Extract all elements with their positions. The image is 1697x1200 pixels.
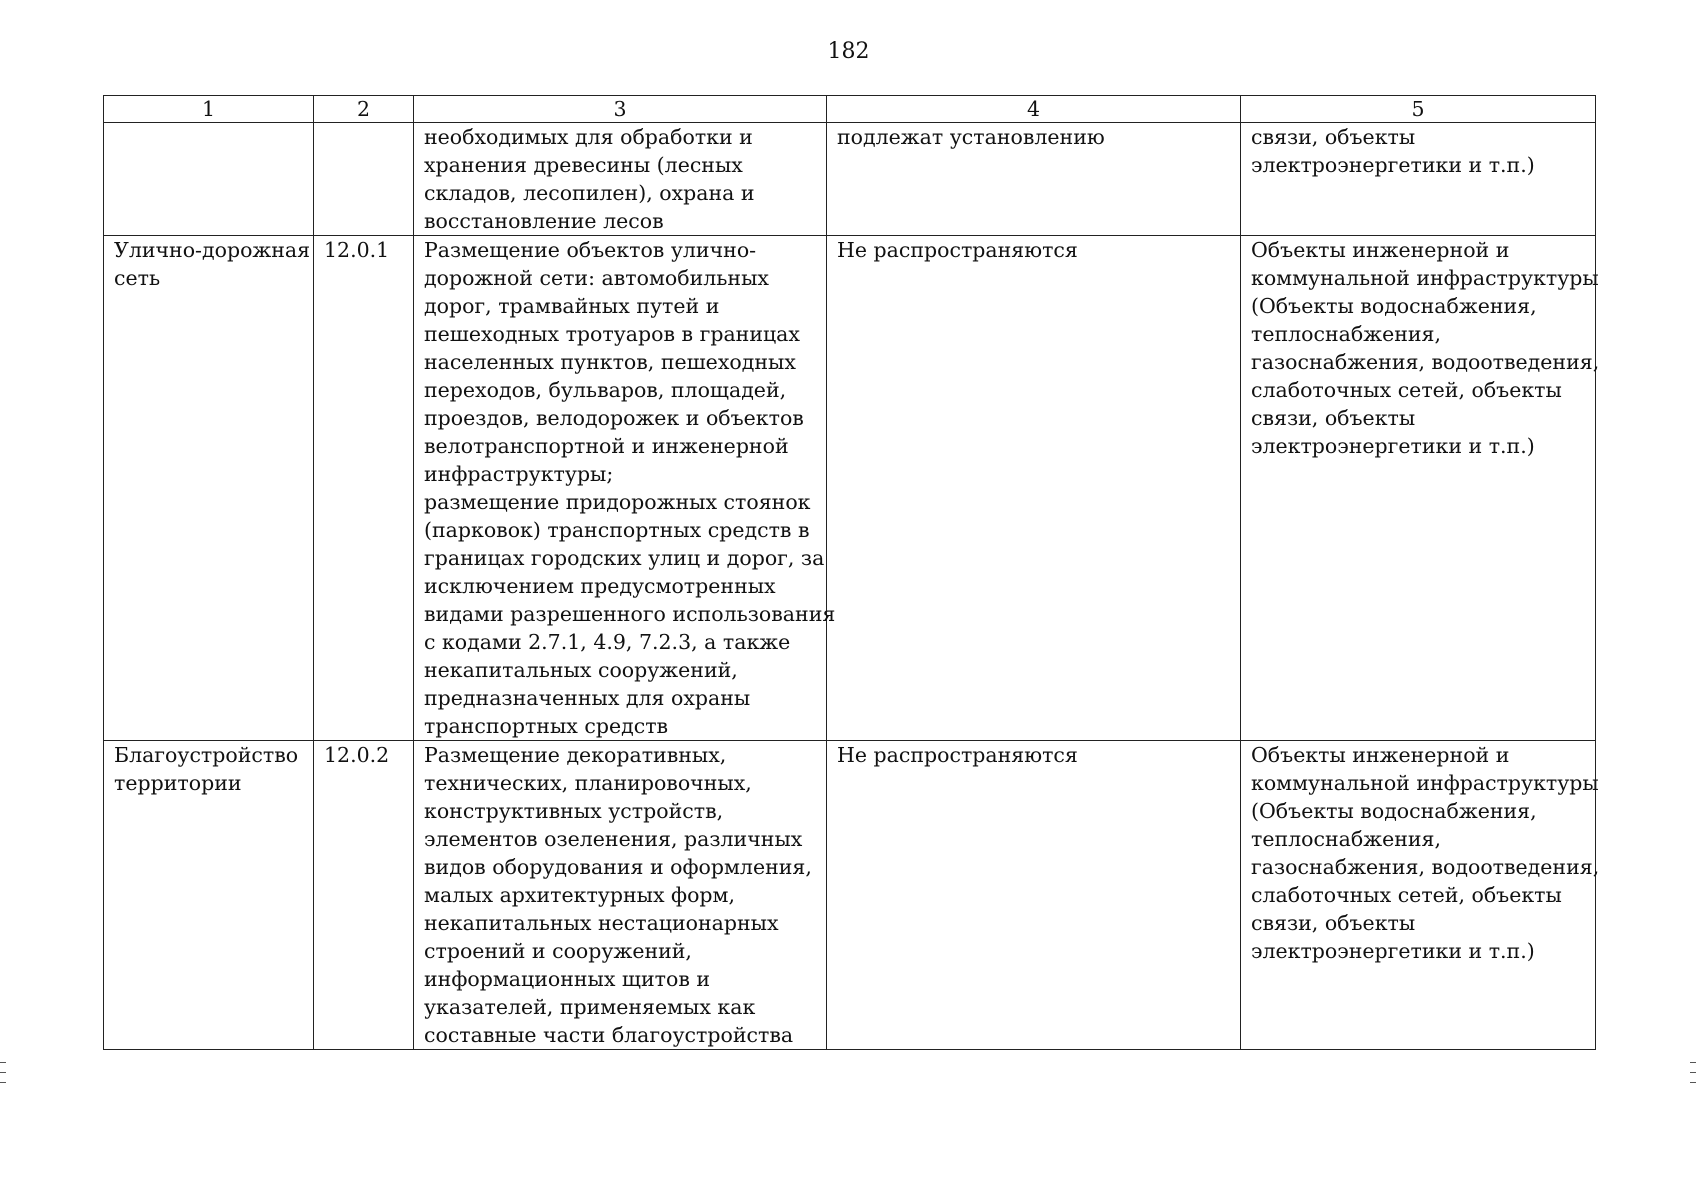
limits-cell	[827, 236, 1241, 741]
cell-text-line: дорог, трамвайных путей и	[424, 294, 720, 318]
use-name-cell	[104, 123, 314, 236]
cell-text-line: видов оборудования и оформления,	[424, 855, 812, 879]
table-row	[104, 741, 1596, 1050]
header-row	[104, 96, 1596, 123]
cell-text-line: технических, планировочных,	[424, 771, 752, 795]
related-objects-cell	[1241, 123, 1596, 236]
cell-text-line: Объекты инженерной и	[1251, 743, 1510, 767]
cell-text-line: информационных щитов и	[424, 967, 711, 991]
column-header-3: 3	[414, 96, 827, 123]
cell-text-line: проездов, велодорожек и объектов	[424, 406, 804, 430]
cell-text-line: с кодами 2.7.1, 4.9, 7.2.3, а также	[424, 630, 791, 654]
cell-text-line: теплоснабжения,	[1251, 827, 1441, 851]
cell-text-line: некапитальных сооружений,	[424, 658, 738, 682]
cell-text-line: предназначенных для охраны	[424, 686, 751, 710]
cell-text-line: слаботочных сетей, объекты	[1251, 883, 1562, 907]
cell-text-line: сеть	[114, 266, 161, 290]
cell-text-line: хранения древесины (лесных	[424, 153, 743, 177]
cell-text-line: (парковок) транспортных средств в	[424, 518, 810, 542]
cell-text-line: Объекты инженерной и	[1251, 238, 1510, 262]
cell-text-line: некапитальных нестационарных	[424, 911, 779, 935]
column-header-1: 1	[104, 96, 314, 123]
scan-mark-right	[1690, 1062, 1696, 1063]
cell-text-line: размещение придорожных стоянок	[424, 490, 811, 514]
table-row	[104, 236, 1596, 741]
cell-text-line: составные части благоустройства	[424, 1023, 794, 1047]
cell-text-line: (Объекты водоснабжения,	[1251, 799, 1537, 823]
use-name-cell	[104, 741, 314, 1050]
use-code-cell: 12.0.2	[314, 741, 414, 1050]
cell-text-line: строений и сооружений,	[424, 939, 692, 963]
cell-text-line: связи, объекты	[1251, 125, 1416, 149]
cell-text-line: территории	[114, 771, 242, 795]
cell-text-line: исключением предусмотренных	[424, 574, 776, 598]
scan-mark-right	[1690, 1082, 1696, 1083]
cell-text-line: восстановление лесов	[424, 209, 664, 233]
cell-text-line: Размещение декоративных,	[424, 743, 727, 767]
cell-text-line: необходимых для обработки и	[424, 125, 753, 149]
cell-text-line: коммунальной инфраструктуры	[1251, 266, 1599, 290]
cell-text-line: элементов озеленения, различных	[424, 827, 803, 851]
column-header-4: 4	[827, 96, 1241, 123]
related-objects-cell	[1241, 236, 1600, 741]
table-row	[104, 123, 1596, 236]
land-use-table	[103, 95, 1600, 1050]
cell-text-line: транспортных средств	[424, 714, 669, 738]
cell-text-line: электроэнергетики и т.п.)	[1251, 153, 1535, 177]
cell-text-line: конструктивных устройств,	[424, 799, 724, 823]
cell-text-line: велотранспортной и инженерной	[424, 434, 789, 458]
scan-mark-left	[0, 1062, 6, 1063]
cell-text-line: подлежат установлению	[837, 125, 1105, 149]
cell-text-line: теплоснабжения,	[1251, 322, 1441, 346]
cell-text-line: указателей, применяемых как	[424, 995, 756, 1019]
cell-text-line: переходов, бульваров, площадей,	[424, 378, 787, 402]
scan-mark-left	[0, 1082, 6, 1083]
page-number: 182	[827, 39, 870, 64]
cell-text-line: газоснабжения, водоотведения,	[1251, 350, 1600, 374]
cell-text-line: Не распространяются	[837, 743, 1078, 767]
use-description-cell	[414, 236, 836, 741]
cell-text-line: видами разрешенного использования	[424, 602, 836, 626]
table-header	[104, 96, 1596, 123]
cell-text-line: слаботочных сетей, объекты	[1251, 378, 1562, 402]
use-description-cell	[414, 123, 827, 236]
use-description-cell	[414, 741, 827, 1050]
cell-text-line: электроэнергетики и т.п.)	[1251, 939, 1535, 963]
cell-text-line: коммунальной инфраструктуры	[1251, 771, 1599, 795]
cell-text-line: пешеходных тротуаров в границах	[424, 322, 800, 346]
cell-text-line: малых архитектурных форм,	[424, 883, 735, 907]
scan-mark-left	[0, 1072, 6, 1073]
limits-cell	[827, 123, 1241, 236]
column-header-5: 5	[1241, 96, 1596, 123]
limits-cell	[827, 741, 1241, 1050]
table-body	[104, 123, 1600, 1050]
cell-text-line: складов, лесопилен), охрана и	[424, 181, 755, 205]
cell-text-line: Улично-дорожная	[114, 238, 311, 262]
cell-text-line: дорожной сети: автомобильных	[424, 266, 769, 290]
cell-text-line: связи, объекты	[1251, 911, 1416, 935]
use-code-cell: 12.0.1	[314, 236, 414, 741]
use-name-cell	[104, 236, 314, 741]
use-code-cell	[314, 123, 414, 236]
cell-text-line: Благоустройство	[114, 743, 299, 767]
cell-text-line: населенных пунктов, пешеходных	[424, 350, 796, 374]
cell-text-line: электроэнергетики и т.п.)	[1251, 434, 1535, 458]
scan-mark-right	[1690, 1072, 1696, 1073]
cell-text-line: границах городских улиц и дорог, за	[424, 546, 825, 570]
cell-text-line: инфраструктуры;	[424, 462, 614, 486]
cell-text-line: газоснабжения, водоотведения,	[1251, 855, 1600, 879]
column-header-2: 2	[314, 96, 414, 123]
cell-text-line: (Объекты водоснабжения,	[1251, 294, 1537, 318]
cell-text-line: связи, объекты	[1251, 406, 1416, 430]
related-objects-cell	[1241, 741, 1600, 1050]
cell-text-line: Размещение объектов улично-	[424, 238, 757, 262]
cell-text-line: Не распространяются	[837, 238, 1078, 262]
